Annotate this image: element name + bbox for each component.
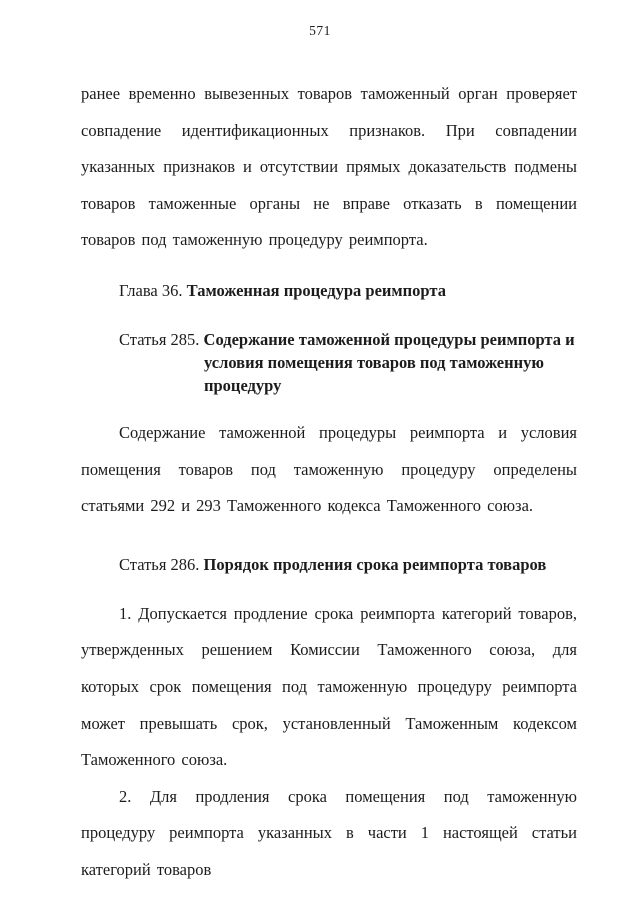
article-286-title: Порядок продления срока реимпорта товаров — [203, 554, 547, 574]
article-286-heading — [119, 553, 577, 576]
paragraph-article-286-part-1: 1. Допускается продление срока реимпорта категорий товаров, утвержденных решением Комиссии Таможенного союза, для которых срок помещения под таможенную процедуру реимпорта может превышать срок, установленный Таможенным кодексом Таможенного союза. — [81, 603, 577, 770]
page-number: 571 — [309, 23, 331, 38]
paragraph-article-286-part-2: 2. Для продления срока помещения под таможенную процедуру реимпорта указанных в части 1 настоящей статьи категорий товаров — [81, 786, 577, 879]
chapter-36-title: Таможенная процедура реимпорта — [186, 280, 446, 300]
chapter-36-heading — [119, 279, 577, 302]
page-content — [81, 76, 577, 889]
article-286-label: Статья 286. — [119, 554, 200, 574]
paragraph-article-285-body: Содержание таможенной процедуры реимпорта и условия помещения товаров под таможенную процедуру определены статьями 292 и 293 Таможенного кодекса Таможенного союза. — [81, 422, 577, 516]
paragraph-identification-check: ранее временно вывезенных товаров таможенный орган проверяет совпадение идентификационных признаков. При совпадении указанных признаков и отсутствии прямых доказательств подмены товаров таможенные органы не вправе отказать в помещении товаров под таможенную процедуру реимпорта. — [81, 84, 577, 250]
article-285-title: Содержание таможенной процедуры реимпорта и условия помещения товаров под таможенную процедуру — [203, 329, 575, 395]
article-285-label: Статья 285. — [119, 329, 200, 349]
article-285-heading — [119, 328, 577, 397]
chapter-36-label: Глава 36. — [119, 280, 183, 300]
